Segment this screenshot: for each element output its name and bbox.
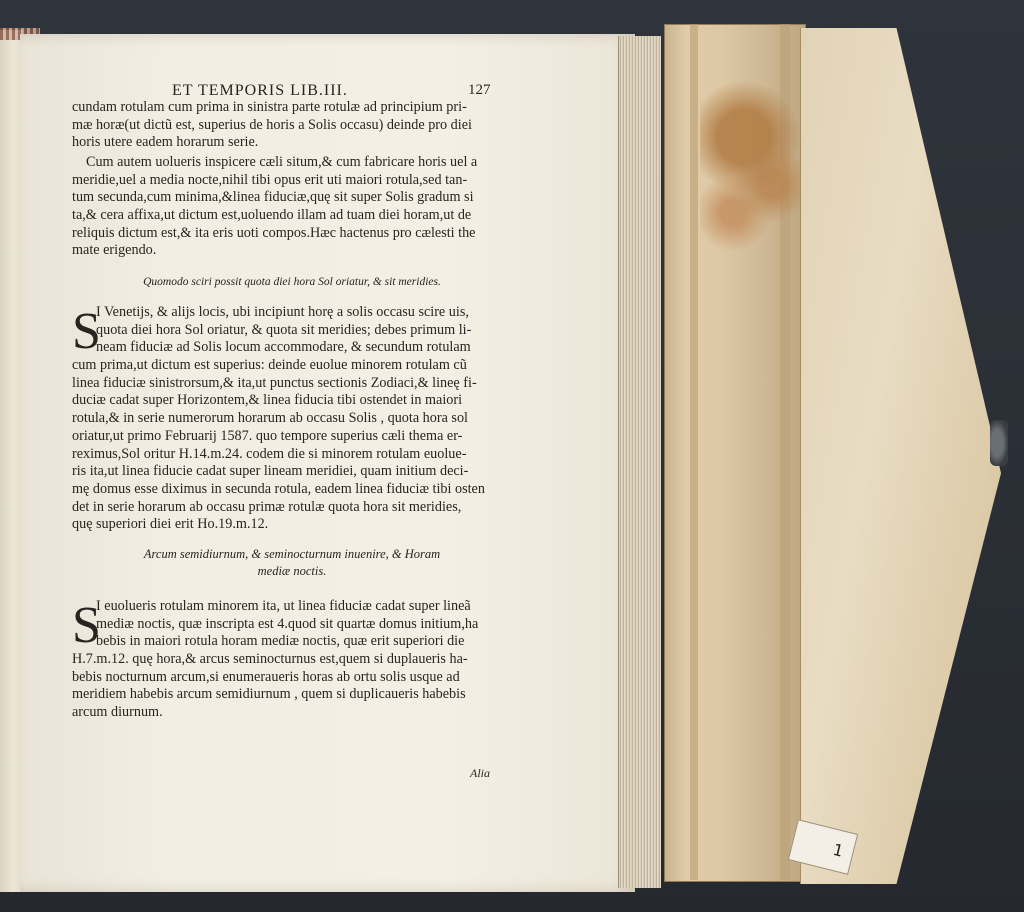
text-line: I Venetijs, & alijs locis, ubi incipiunt horę a solis occasu scire uis, bbox=[96, 304, 469, 320]
spine-label-text: 1 bbox=[830, 839, 845, 861]
text-line: cum prima,ut dictum est superius: deinde euolue minorem rotulam cũ bbox=[72, 357, 467, 374]
paragraph-1 bbox=[72, 99, 512, 152]
text-line: duciæ cadat super Horizontem,& linea fiducia tibi ostendet in maiori bbox=[72, 392, 463, 409]
heading-line: mediæ noctis. bbox=[257, 564, 327, 578]
text-line: arcum diurnum. bbox=[72, 704, 163, 721]
paragraph-2 bbox=[72, 154, 512, 260]
drop-cap: S bbox=[72, 597, 101, 654]
catchword: Alia bbox=[470, 766, 490, 780]
text-line: ris ita,ut linea fiducie cadat super lineam meridiei, quam initium deci- bbox=[72, 463, 469, 480]
text-line: meridie,uel a media nocte,nihil tibi opus erit uti maiori rotula,sed tan- bbox=[72, 171, 468, 188]
spine-damage bbox=[700, 80, 810, 270]
text-line: meridiem habebis arcum semidiurnum , quem si duplicaueris habebis bbox=[72, 686, 466, 703]
running-head: ET TEMPORIS LIB.III. bbox=[172, 82, 348, 99]
page-fore-edges bbox=[618, 36, 661, 888]
heading-line: Arcum semidiurnum, & seminocturnum inuenire, & Horam bbox=[143, 547, 441, 561]
spine-band bbox=[690, 24, 698, 880]
text-line: oriatur,ut primo Februarij 1587. quo tempore superius cæli thema er- bbox=[72, 427, 463, 444]
text-line: quę superiori diei erit Ho.19.m.12. bbox=[72, 516, 269, 533]
text-line: mę domus esse diximus in secunda rotula, eadem linea fiduciæ tibi osten bbox=[72, 480, 485, 497]
paragraph-4 bbox=[72, 598, 512, 722]
text-line: bebis nocturnum arcum,si enumeraueris horas ab ortu solis usque ad bbox=[72, 668, 460, 685]
clasp bbox=[990, 420, 1008, 466]
text-line: I euolueris rotulam minorem ita, ut linea fiduciæ cadat super lineã bbox=[96, 598, 471, 614]
text-line: rotula,& in serie numerorum horarum ab occasu Solis , quota hora sol bbox=[72, 410, 468, 427]
section-heading: Quomodo sciri possit quota diei hora Sol oriatur, & sit meridies. bbox=[143, 276, 441, 288]
section-heading bbox=[72, 546, 512, 580]
paragraph-3 bbox=[72, 304, 512, 534]
text-line: horis utere eadem horarum serie. bbox=[72, 134, 259, 151]
text-line: tum secunda,cum minima,&linea fiduciæ,quę sit super Solis gradum si bbox=[72, 189, 474, 206]
text-line: H.7.m.12. quę hora,& arcus seminocturnus est,quem si duplaueris ha- bbox=[72, 651, 468, 668]
drop-cap: S bbox=[72, 303, 101, 360]
text-line: mate erigendo. bbox=[72, 242, 157, 259]
text-line: cundam rotulam cum prima in sinistra parte rotulæ ad principium pri- bbox=[72, 99, 467, 115]
text-line: bebis in maiori rotula horam mediæ noctis, quæ erit superiori die bbox=[96, 633, 465, 650]
text-line: det in serie horarum ab occasu primæ rotulæ quota hora sit meridies, bbox=[72, 498, 462, 515]
page-number: 127 bbox=[468, 82, 491, 98]
text-line: reliquis dictum est,& ita eris uoti compos.Hæc hactenus pro cælesti the bbox=[72, 224, 476, 241]
text-line: mæ horæ(ut dictũ est, superius de horis a Solis occasu) deinde pro diei bbox=[72, 116, 472, 133]
text-line: ta,& cera affixa,ut dictum est,uoluendo illam ad tuam diei horam,ut de bbox=[72, 207, 472, 224]
text-line: reximus,Sol oritur H.14.m.24. codem die si minorem rotulam euolue- bbox=[72, 445, 467, 462]
text-line: neam fiduciæ ad Solis locum accommodare, & secundum rotulam bbox=[96, 339, 471, 356]
text-line: linea fiduciæ sinistrorsum,& ita,ut punctus sectionis Zodiaci,& lineę fi- bbox=[72, 374, 477, 391]
text-line: Cum autem uolueris inspicere cæli situm,& cum fabricare horis uel a bbox=[86, 154, 478, 170]
text-line: mediæ noctis, quæ inscripta est 4.quod sit quartæ domus initium,ha bbox=[96, 615, 479, 632]
text-line: quota diei hora Sol oriatur, & quota sit meridies; debes primum li- bbox=[96, 321, 472, 338]
